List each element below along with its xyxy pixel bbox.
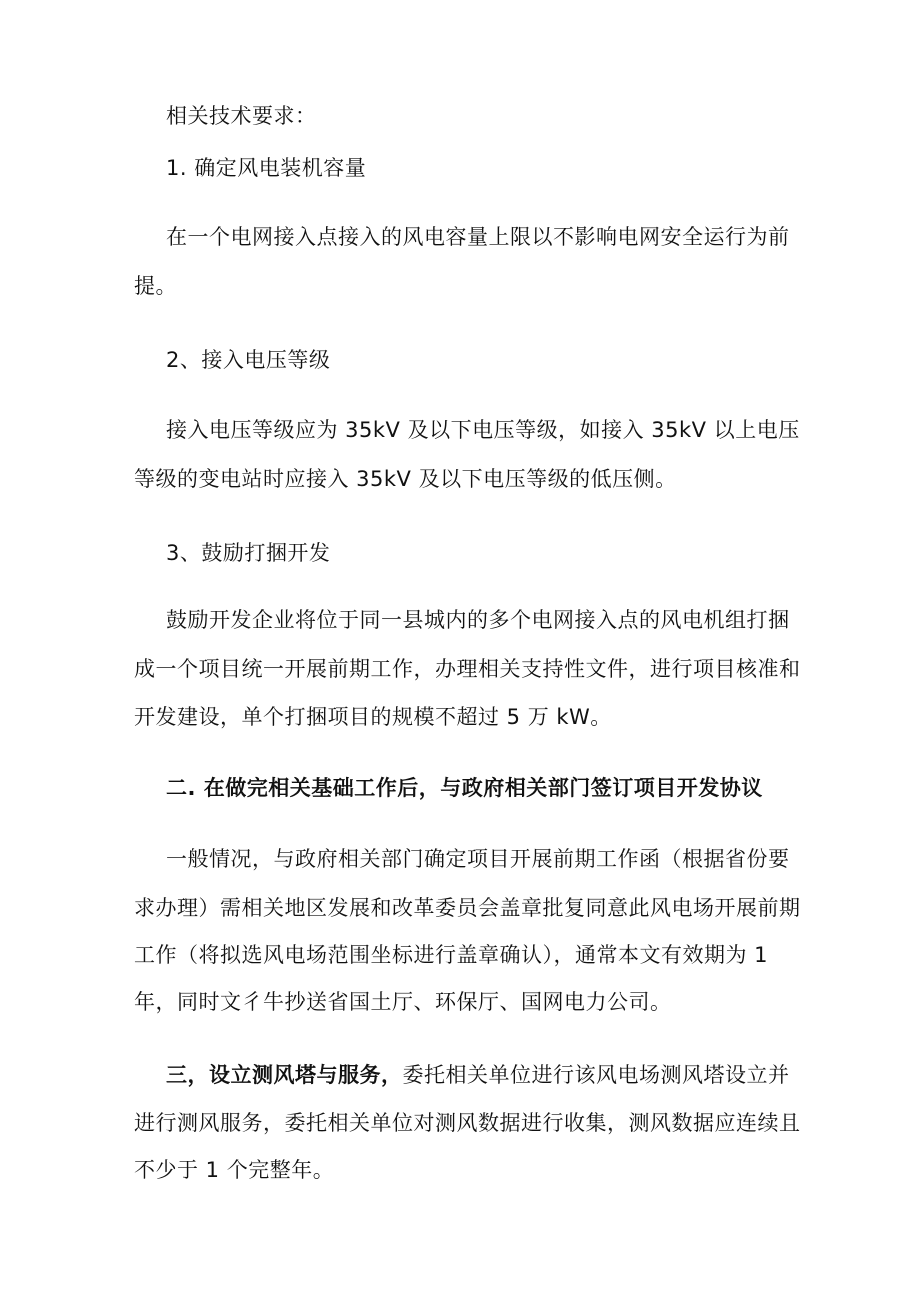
section2-body-line: 年，同时文彳牛抄送省国土厅、环保厅、国网电力公司。 bbox=[134, 990, 672, 1014]
item3-heading: 3、鼓励打捆开发 bbox=[166, 541, 331, 565]
section3-body-line: 不少于 1 个完整年。 bbox=[134, 1158, 335, 1182]
item3-body-line: 鼓励开发企业将位于同一县城内的多个电网接入点的风电机组打捆 bbox=[166, 608, 790, 632]
section3-first-line bbox=[166, 1060, 866, 1090]
item1-heading: 1. 确定风电装机容量 bbox=[166, 156, 367, 180]
section3-body-line: 进行测风服务，委托相关单位对测风数据进行收集，测风数据应连续且 bbox=[134, 1111, 801, 1135]
item2-body-line: 等级的变电站时应接入 35kV 及以下电压等级的低压侧。 bbox=[134, 467, 677, 491]
item1-body-line: 提。 bbox=[134, 274, 177, 298]
item2-heading: 2、接入电压等级 bbox=[166, 348, 331, 372]
technical-requirements-title: 相关技术要求： bbox=[166, 104, 317, 128]
section3-heading: 三，设立测风塔与服务， bbox=[166, 1063, 403, 1087]
section2-heading: 二. 在做完相关基础工作后，与政府相关部门签订项目开发协议 bbox=[166, 776, 763, 800]
item3-body-line: 开发建设，单个打捆项目的规模不超过 5 万 kW。 bbox=[134, 705, 612, 729]
item3-body-line: 成一个项目统一开展前期工作，办理相关支持性文件，进行项目核准和 bbox=[134, 657, 801, 681]
item2-body-line: 接入电压等级应为 35kV 及以下电压等级，如接入 35kV 以上电压 bbox=[166, 418, 800, 442]
item1-body-line: 在一个电网接入点接入的风电容量上限以不影响电网安全运行为前 bbox=[166, 225, 790, 249]
section2-body-line: 一般情况，与政府相关部门确定项目开展前期工作函（根据省份要 bbox=[166, 847, 790, 871]
section2-body-line: 工作（将拟选风电场范围坐标进行盖章确认），通常本文有效期为 1 bbox=[134, 943, 769, 967]
section2-body-line: 求办理）需相关地区发展和改革委员会盖章批复同意此风电场开展前期 bbox=[134, 896, 801, 920]
section3-body-inline: 委托相关单位进行该风电场测风塔设立并 bbox=[402, 1063, 790, 1087]
